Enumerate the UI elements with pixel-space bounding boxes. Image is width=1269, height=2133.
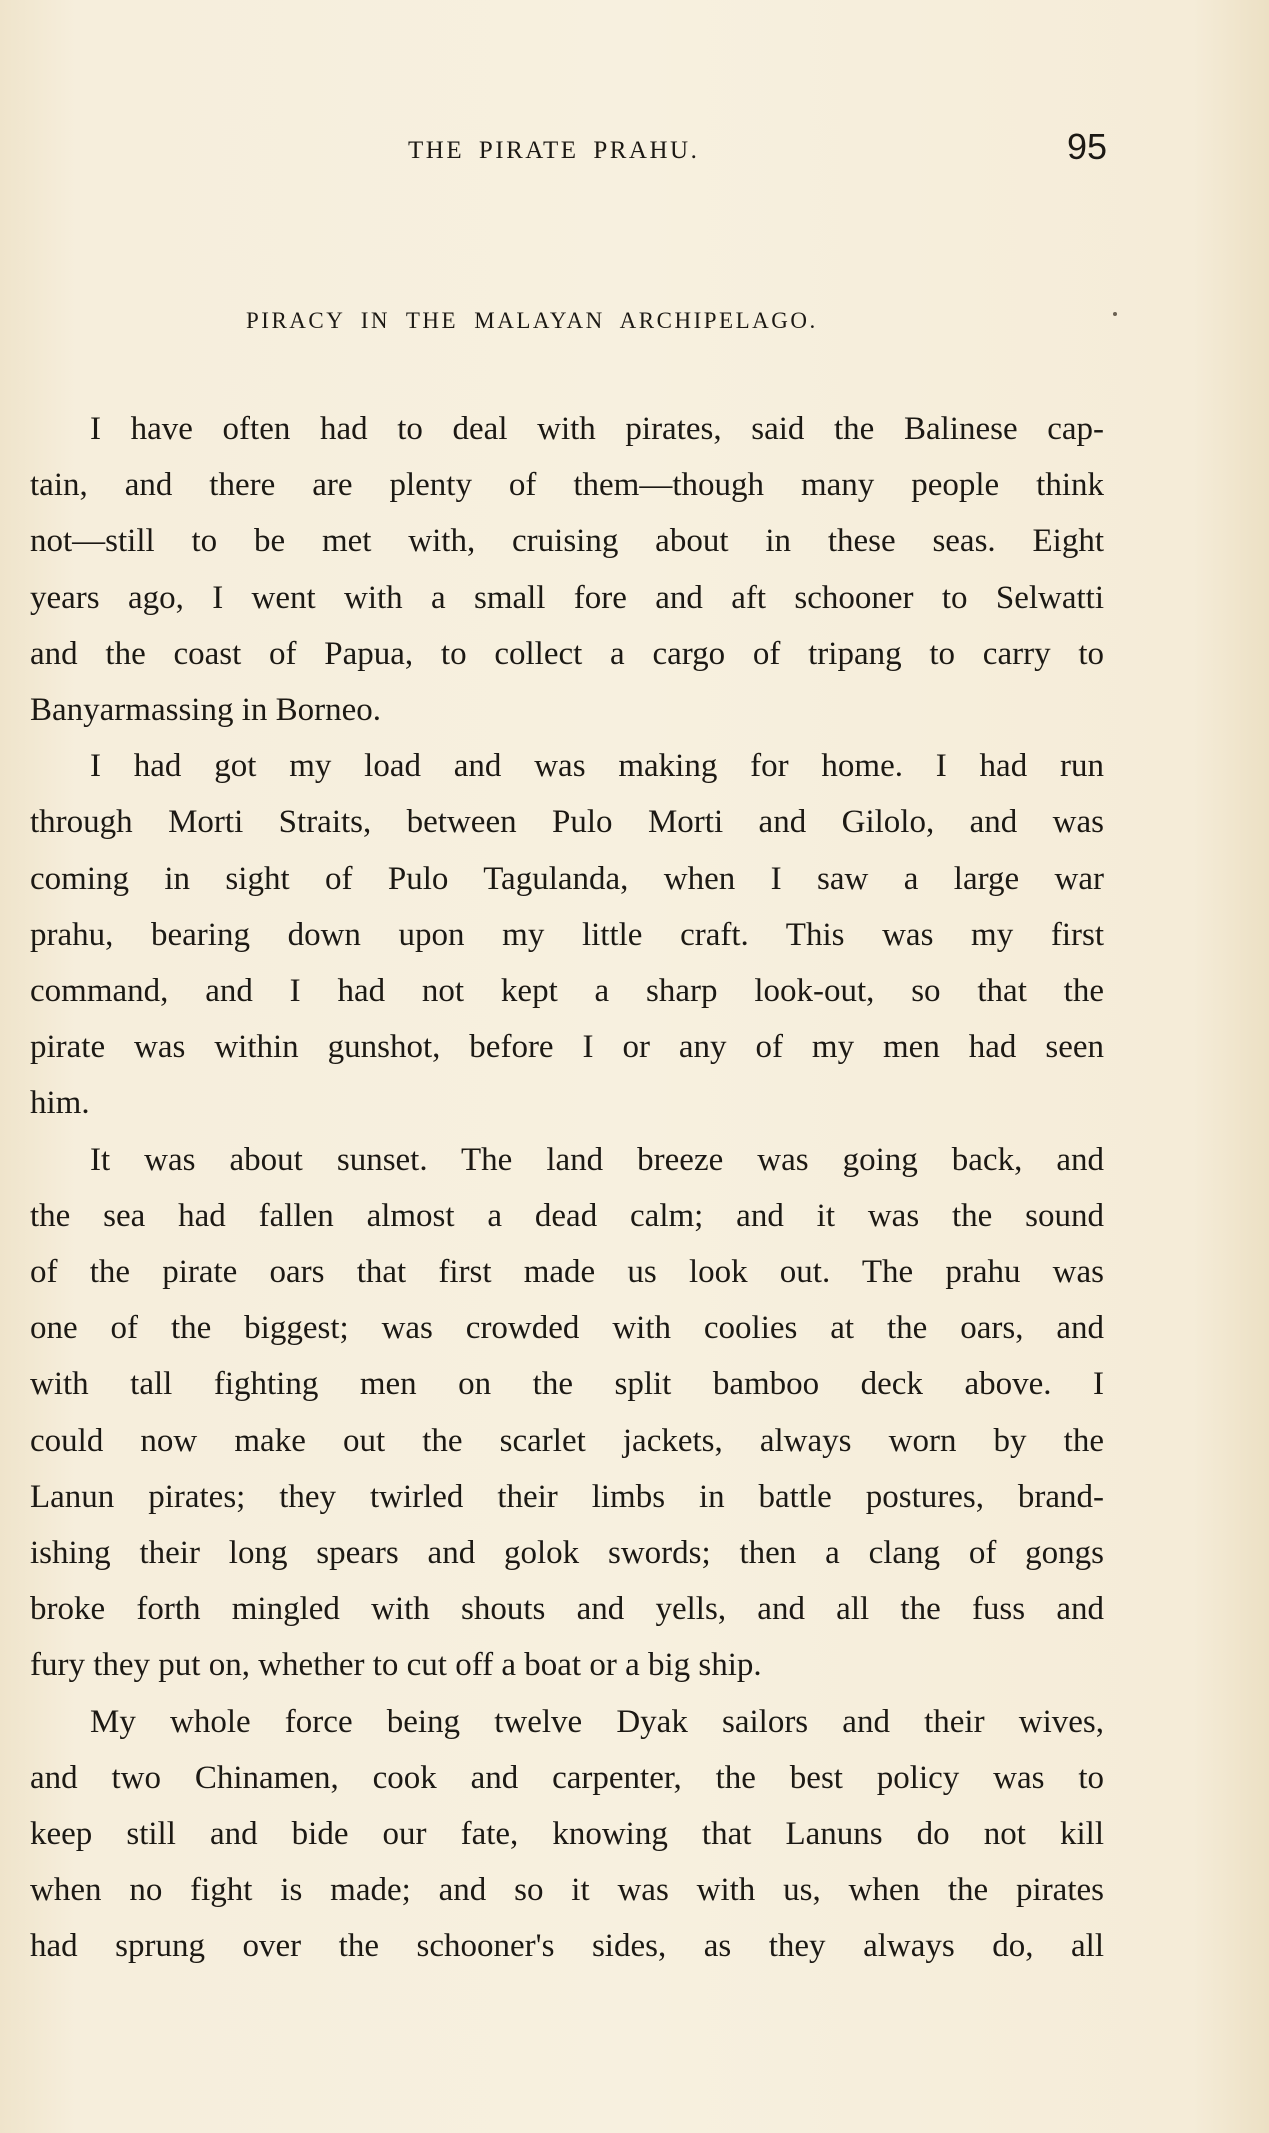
text-line: tain, and there are plenty of them—though many people think <box>30 467 1104 504</box>
text-line: and the coast of Papua, to collect a cargo of tripang to carry to <box>30 635 1104 672</box>
text-line: I had got my load and was making for home. I had run <box>90 748 1104 785</box>
text-line: It was about sunset. The land breeze was going back, and <box>90 1141 1104 1178</box>
text-line: Lanun pirates; they twirled their limbs in battle postures, brand- <box>30 1478 1104 1515</box>
text-line: with tall fighting men on the split bamboo deck above. I <box>30 1366 1104 1403</box>
text-line: when no fight is made; and so it was with us, when the pirates <box>30 1872 1104 1909</box>
text-line: and two Chinamen, cook and carpenter, the best policy was to <box>30 1759 1104 1796</box>
text-line: broke forth mingled with shouts and yells, and all the fuss and <box>30 1591 1104 1628</box>
text-line: one of the biggest; was crowded with coolies at the oars, and <box>30 1310 1104 1347</box>
text-line: pirate was within gunshot, before I or any of my men had seen <box>30 1029 1104 1066</box>
ink-speck <box>1113 312 1117 316</box>
text-line: the sea had fallen almost a dead calm; and it was the sound <box>30 1197 1104 1234</box>
text-line: Banyarmassing in Borneo. <box>30 692 382 729</box>
text-line: keep still and bide our fate, knowing that Lanuns do not kill <box>30 1816 1104 1853</box>
chapter-title: PIRACY IN THE MALAYAN ARCHIPELAGO. <box>246 308 818 333</box>
text-line: ishing their long spears and golok swords; then a clang of gongs <box>30 1535 1104 1572</box>
text-line: command, and I had not kept a sharp look-out, so that the <box>30 973 1104 1010</box>
text-line: My whole force being twelve Dyak sailors and their wives, <box>90 1703 1104 1740</box>
text-line: fury they put on, whether to cut off a boat or a big ship. <box>30 1647 762 1684</box>
text-line: through Morti Straits, between Pulo Morti and Gilolo, and was <box>30 804 1104 841</box>
text-line: of the pirate oars that first made us look out. The prahu was <box>30 1254 1104 1291</box>
page-number: 95 <box>1066 126 1107 167</box>
text-line: could now make out the scarlet jackets, always worn by the <box>30 1422 1104 1459</box>
text-line: had sprung over the schooner's sides, as they always do, all <box>30 1928 1104 1965</box>
running-head: THE PIRATE PRAHU. <box>408 137 700 164</box>
text-line: not—still to be met with, cruising about in these seas. Eight <box>30 523 1104 560</box>
text-line: I have often had to deal with pirates, said the Balinese cap- <box>90 411 1104 447</box>
text-line: prahu, bearing down upon my little craft. This was my first <box>30 916 1104 953</box>
text-line: him. <box>30 1085 90 1122</box>
text-line: years ago, I went with a small fore and aft schooner to Selwatti <box>30 579 1104 616</box>
body-text <box>30 401 1104 1975</box>
text-line: coming in sight of Pulo Tagulanda, when I saw a large war <box>30 860 1104 897</box>
